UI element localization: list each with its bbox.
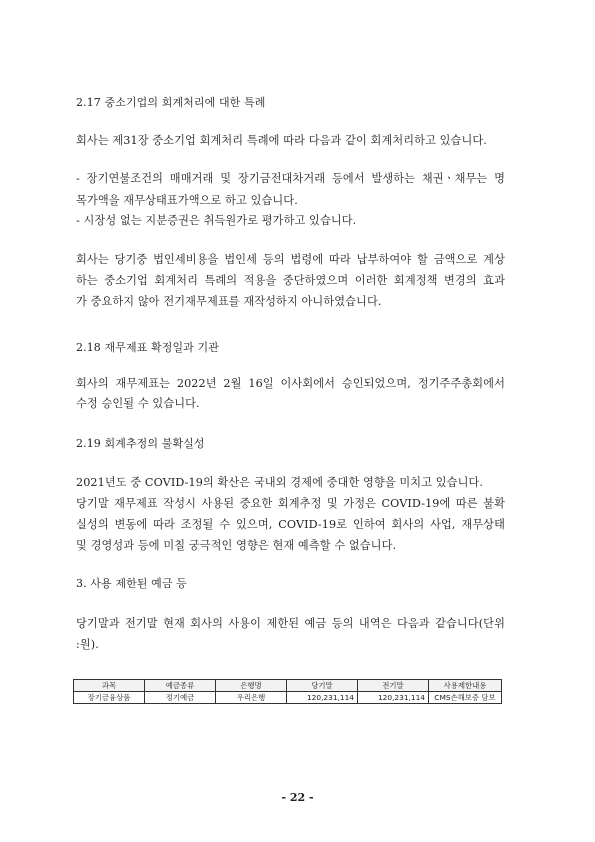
table-header-row — [74, 680, 502, 692]
header-deposit-type: 예금종류 — [145, 680, 216, 692]
header-account: 과목 — [74, 680, 145, 692]
table-row — [74, 692, 502, 704]
section-2-17-intro: 회사는 제31장 중소기업 회계처리 특례에 따라 다음과 같이 회계처리하고 있습니다. — [76, 134, 487, 147]
section-3-line2: :원). — [76, 638, 99, 651]
section-2-19-line4: 및 경영성과 등에 미칠 궁극적인 영향은 현재 예측할 수 없습니다. — [76, 539, 397, 552]
header-bank-name: 은행명 — [216, 680, 287, 692]
section-2-17-para-line2: 하는 중소기업 회계처리 특례의 적용을 중단하였으며 이러한 회계정책 변경의 효과 — [76, 274, 505, 287]
section-3-heading: 3. 사용 제한된 예금 등 — [76, 577, 187, 590]
section-2-18-line2: 수정 승인될 수 있습니다. — [76, 397, 200, 410]
section-2-19-line1: 2021년도 중 COVID-19의 확산은 국내외 경제에 중대한 영향을 미치고 있습니다. — [76, 476, 484, 489]
section-2-19-heading: 2.19 회계추정의 불확실성 — [76, 437, 205, 450]
cell-current-period: 120,231,114 — [287, 692, 358, 704]
section-2-17-bullet1-line1: - 장기연불조건의 매매거래 및 장기금전대차거래 등에서 발생하는 채권ㆍ채무는 명 — [76, 172, 505, 185]
cell-deposit-type: 정기예금 — [145, 692, 216, 704]
section-2-17-para-line3: 가 중요하지 않아 전기재무제표를 재작성하지 아니하였습니다. — [76, 295, 382, 308]
header-current-period: 당기말 — [287, 680, 358, 692]
restricted-deposits-table — [73, 679, 502, 704]
section-2-19-line3: 실성의 변동에 따라 조정될 수 있으며, COVID-19로 인하여 회사의 사업, 재무상태 — [76, 518, 505, 531]
section-2-19-line2: 당기말 재무제표 작성시 사용된 중요한 회계추정 및 가정은 COVID-19에 따른 불확 — [76, 497, 505, 510]
header-prior-period: 전기말 — [358, 680, 429, 692]
header-restriction: 사용제한내용 — [429, 680, 502, 692]
section-3-line1: 당기말과 전기말 현재 회사의 사용이 제한된 예금 등의 내역은 다음과 같습니다(단위 — [76, 617, 505, 630]
section-2-17-para-line1: 회사는 당기중 법인세비용을 법인세 등의 법령에 따라 납부하여야 할 금액으로 계상 — [76, 253, 505, 266]
section-2-17-heading: 2.17 중소기업의 회계처리에 대한 특례 — [76, 96, 266, 109]
section-2-18-heading: 2.18 재무제표 확정일과 기관 — [76, 341, 219, 354]
page-number: - 22 - — [281, 791, 314, 804]
cell-account: 장기금융상품 — [74, 692, 145, 704]
cell-bank-name: 우리은행 — [216, 692, 287, 704]
cell-prior-period: 120,231,114 — [358, 692, 429, 704]
section-2-18-line1: 회사의 재무제표는 2022년 2월 16일 이사회에서 승인되었으며, 정기주주총회에서 — [76, 377, 505, 390]
section-2-17-bullet2: - 시장성 없는 지분증권은 취득원가로 평가하고 있습니다. — [76, 214, 357, 227]
section-2-17-bullet1-line2: 목가액을 재무상태표가액으로 하고 있습니다. — [76, 194, 298, 207]
cell-restriction: CMS손해보증 담보 — [429, 692, 502, 704]
